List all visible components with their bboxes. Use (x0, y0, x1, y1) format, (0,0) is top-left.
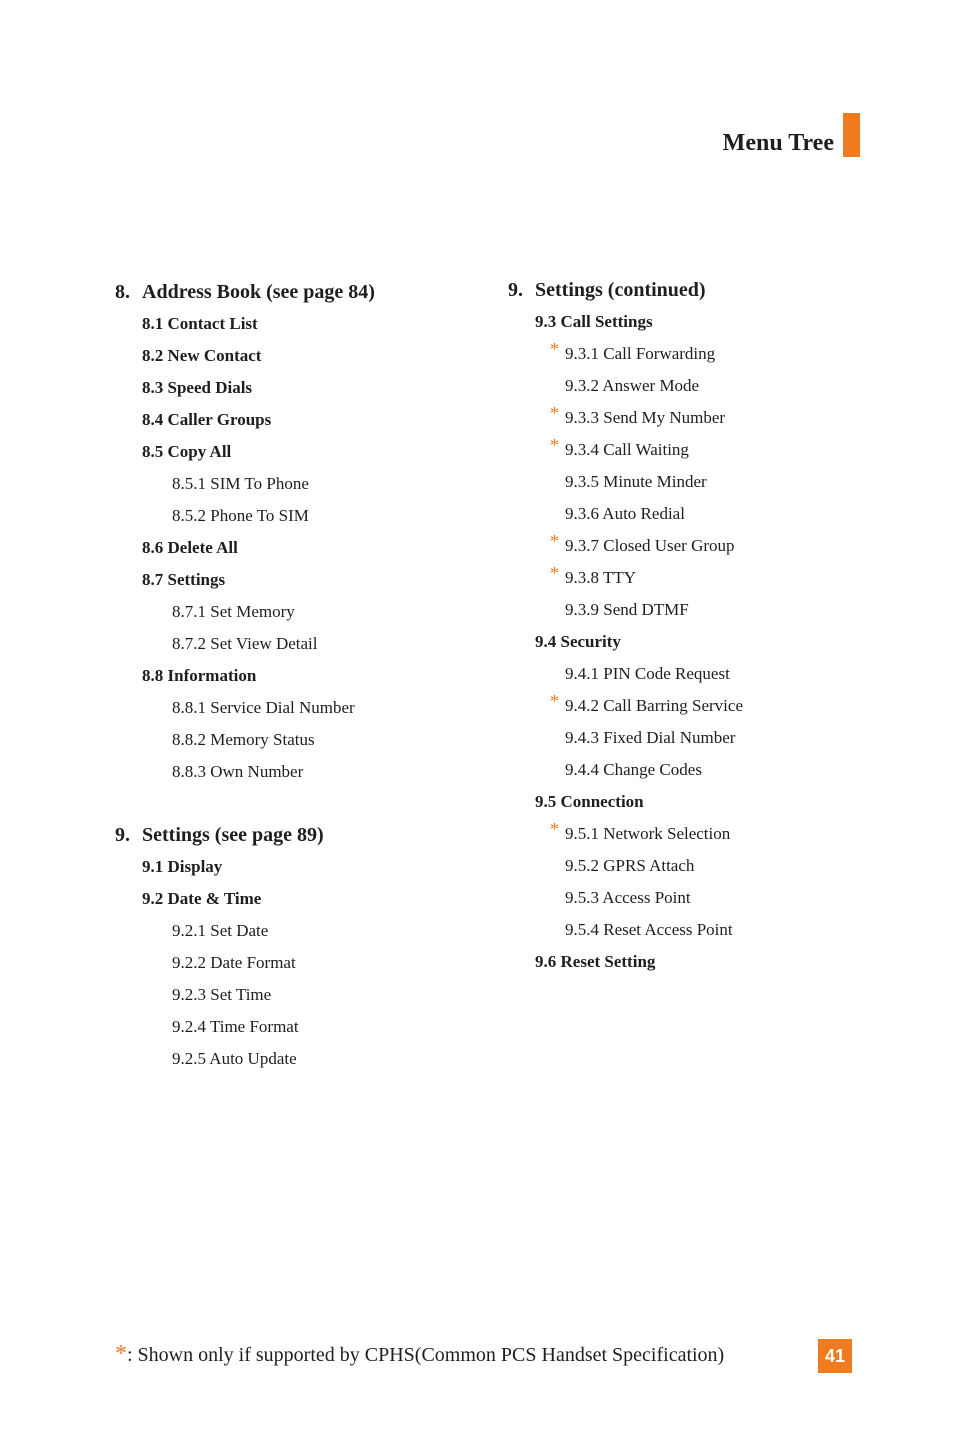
submenu-item-label: 9.5.3 Access Point (565, 888, 691, 907)
menu-item: 8.5 Copy All (142, 442, 232, 461)
section-title: Settings (see page 89) (142, 824, 324, 846)
footnote (115, 1341, 724, 1368)
submenu-item: 9.2.3 Set Time (172, 985, 272, 1004)
submenu-item-label: 9.4.4 Change Codes (565, 760, 702, 779)
cphs-star-icon: * (550, 819, 559, 839)
menu-item: 9.2 Date & Time (142, 889, 262, 908)
menu-item: 8.4 Caller Groups (142, 410, 272, 429)
menu-item: 9.3 Call Settings (535, 312, 653, 331)
submenu-item (508, 690, 908, 722)
menu-item: 9.5 Connection (535, 792, 644, 811)
submenu-item: 9.2.5 Auto Update (172, 1049, 297, 1068)
cphs-star-icon: * (550, 435, 559, 455)
submenu-item (508, 754, 908, 786)
left-column (115, 276, 485, 1075)
submenu-item-label: 9.3.5 Minute Minder (565, 472, 707, 491)
menu-item: 8.3 Speed Dials (142, 378, 253, 397)
menu-item: 9.6 Reset Setting (535, 952, 656, 971)
submenu-item (508, 530, 908, 562)
menu-item: 8.7 Settings (142, 570, 226, 589)
submenu-item (508, 434, 908, 466)
submenu-item-label: 9.5.1 Network Selection (565, 824, 731, 843)
section-heading (115, 819, 485, 851)
cphs-star-icon: * (550, 563, 559, 583)
cphs-star-icon: * (550, 691, 559, 711)
submenu-item-label: 9.4.3 Fixed Dial Number (565, 728, 736, 747)
section-number: 9. (115, 824, 130, 846)
submenu-item: 8.8.2 Memory Status (172, 730, 315, 749)
submenu-item-label: 9.3.1 Call Forwarding (565, 344, 716, 363)
menu-item: 9.4 Security (535, 632, 621, 651)
section-heading (115, 276, 485, 308)
section-title: Settings (continued) (535, 279, 706, 301)
submenu-item (508, 722, 908, 754)
cphs-star-icon: * (550, 531, 559, 551)
submenu-item-label: 9.3.3 Send My Number (565, 408, 726, 427)
submenu-item (508, 914, 908, 946)
menu-item: 8.6 Delete All (142, 538, 238, 557)
submenu-item (508, 882, 908, 914)
submenu-item-label: 9.3.9 Send DTMF (565, 600, 689, 619)
submenu-item-label: 9.5.2 GPRS Attach (565, 856, 695, 875)
submenu-item (508, 402, 908, 434)
submenu-item-label: 9.4.1 PIN Code Request (565, 664, 730, 683)
section-spacer (115, 788, 485, 819)
submenu-item: 9.2.4 Time Format (172, 1017, 299, 1036)
cphs-star-icon: * (550, 339, 559, 359)
submenu-item-label: 9.3.6 Auto Redial (565, 504, 685, 523)
footnote-star-icon: * (115, 1341, 127, 1367)
submenu-item-label: 9.3.8 TTY (565, 568, 636, 587)
section-heading (508, 274, 908, 306)
submenu-item (508, 338, 908, 370)
menu-item: 8.8 Information (142, 666, 257, 685)
submenu-item (508, 594, 908, 626)
page-title: Menu Tree (722, 130, 834, 156)
submenu-item: 8.7.1 Set Memory (172, 602, 295, 621)
cphs-star-icon: * (550, 403, 559, 423)
submenu-item-label: 9.5.4 Reset Access Point (565, 920, 733, 939)
section-number: 9. (508, 279, 523, 301)
submenu-item (508, 658, 908, 690)
menu-item: 9.1 Display (142, 857, 223, 876)
page-number: 41 (818, 1339, 852, 1373)
submenu-item: 8.5.1 SIM To Phone (172, 474, 309, 493)
section-title: Address Book (see page 84) (142, 281, 375, 303)
right-column (508, 274, 908, 978)
submenu-item (508, 370, 908, 402)
submenu-item (508, 818, 908, 850)
submenu-item-label: 9.3.7 Closed User Group (565, 536, 735, 555)
submenu-item (508, 498, 908, 530)
submenu-item: 8.8.3 Own Number (172, 762, 304, 781)
footnote-text: : Shown only if supported by CPHS(Common PCS Handset Specification) (127, 1344, 725, 1366)
submenu-item: 8.8.1 Service Dial Number (172, 698, 355, 717)
submenu-item (508, 562, 908, 594)
section-number: 8. (115, 281, 130, 303)
submenu-item (508, 466, 908, 498)
submenu-item: 8.5.2 Phone To SIM (172, 506, 309, 525)
submenu-item: 9.2.1 Set Date (172, 921, 269, 940)
menu-item: 8.1 Contact List (142, 314, 258, 333)
header-accent-bar (843, 113, 860, 157)
submenu-item-label: 9.4.2 Call Barring Service (565, 696, 743, 715)
menu-item: 8.2 New Contact (142, 346, 262, 365)
submenu-item: 9.2.2 Date Format (172, 953, 296, 972)
submenu-item-label: 9.3.4 Call Waiting (565, 440, 689, 459)
submenu-item (508, 850, 908, 882)
submenu-item: 8.7.2 Set View Detail (172, 634, 318, 653)
submenu-item-label: 9.3.2 Answer Mode (565, 376, 700, 395)
